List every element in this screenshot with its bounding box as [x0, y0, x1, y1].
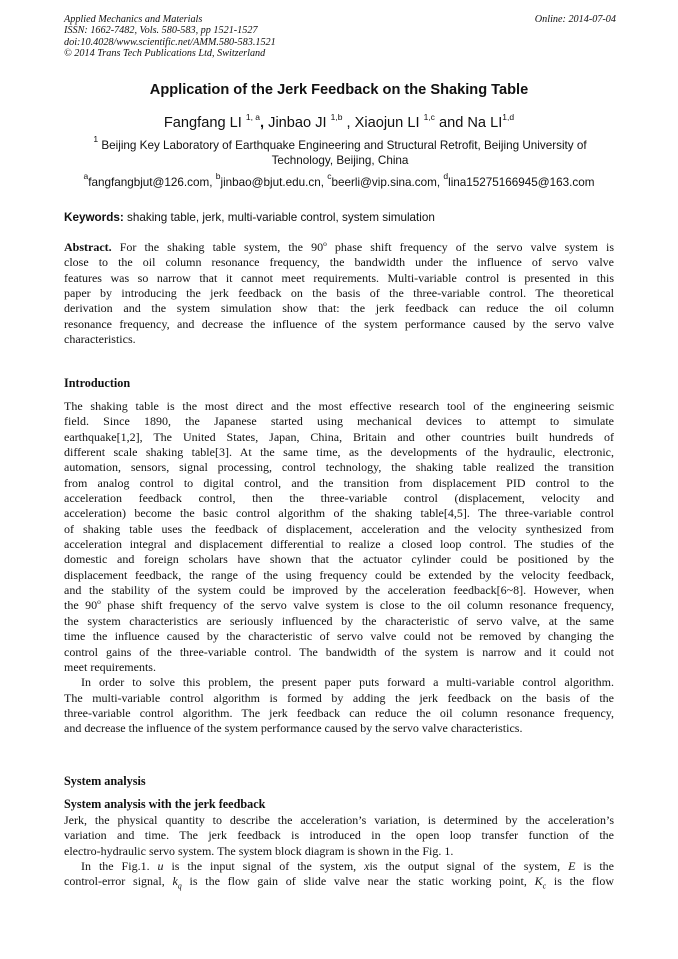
email-marker: d	[443, 171, 449, 181]
abstract-text: For the shaking table system, the 90	[111, 240, 324, 254]
authors	[40, 114, 638, 132]
author-emails	[40, 171, 638, 190]
analysis-text: is the flow gain of slide valve near the static working point,	[181, 874, 535, 889]
abstract-line: close to the oil column resonance frequency, the bandwidth under the influence of servo valve	[64, 255, 614, 270]
abstract-line: resonance frequency, and decrease the influence of the system performance caused by the servo valve	[64, 316, 614, 331]
affiliation	[64, 134, 616, 168]
var-k: k	[172, 874, 178, 889]
intro-line: displacement feedback, the range of the using frequency could be extended by the velocity feedback,	[64, 567, 614, 582]
abstract-text: phase shift frequency of the servo valve system is	[326, 240, 614, 254]
intro-line	[64, 598, 614, 613]
keywords-label: Keywords:	[64, 211, 124, 224]
email-c[interactable]: beerli@vip.sina.com,	[331, 176, 444, 189]
analysis-text: is the	[575, 859, 614, 874]
email-marker: a	[83, 171, 89, 181]
intro-line: time the influence caused by the characteristic of servo valve could not be removed by changing the	[64, 629, 614, 644]
var-K-sub: c	[542, 881, 547, 891]
analysis-line: Jerk, the physical quantity to describe the acceleration’s variation, is determined by the acceleration’s	[64, 813, 614, 827]
author-2-affil: 1,b	[330, 112, 343, 122]
doi[interactable]: doi:10.4028/www.scientific.net/AMM.580-583.1521	[64, 36, 276, 48]
abstract-line: paper by introducing the jerk feedback on the basis of the three-variable control. The theoretical	[64, 286, 614, 301]
abstract-label: Abstract.	[64, 240, 112, 254]
author-4-affil: 1,d	[502, 112, 515, 122]
journal-name: Applied Mechanics and Materials	[64, 14, 203, 25]
intro-line: earthquake[1,2], The United States, Japan, China, Britain and other countries built hundreds of	[64, 429, 614, 444]
email-d[interactable]: lina15275166945@163.com	[448, 176, 595, 189]
intro-line: acceleration) become the basic control algorithm of the shaking table[4,5]. The three-variable control	[64, 506, 614, 521]
email-marker: c	[327, 171, 332, 181]
analysis-text: In the Fig.1.	[81, 859, 158, 874]
intro-line: meet requirements.	[64, 659, 156, 674]
affiliation-line-1: Beijing Key Laboratory of Earthquake Engineering and Structural Retrofit, Beijing University of	[98, 139, 587, 152]
var-K: K	[534, 874, 543, 889]
abstract-line: features was so narrow that it cannot meet requirements. Multi-variable control is presented in this	[64, 270, 614, 285]
intro-line: In order to solve this problem, the present paper puts forward a multi-variable control algorithm.	[81, 675, 614, 690]
intro-line: domestic and foreign scholars have shown that the actuator cylinder could be positioned by the	[64, 552, 614, 567]
introduction-heading: Introduction	[64, 376, 131, 390]
intro-line: acceleration integral and displacement differential to realize a closed loop control. The studies of the	[64, 537, 614, 552]
intro-line: and the stability of the system could be improved by the acceleration feedback[6~8]. However, when	[64, 583, 614, 598]
intro-line: The multi-variable control algorithm is formed by adding the jerk feedback on the basis of the	[64, 690, 614, 705]
intro-text: phase shift frequency of the servo valve system is close to the oil column resonance frequency,	[100, 598, 614, 613]
var-E: E	[568, 859, 576, 874]
author-sep: and	[434, 115, 468, 131]
introduction-body	[64, 399, 614, 737]
system-analysis-heading: System analysis	[64, 774, 146, 788]
analysis-text: is the flow	[546, 874, 614, 889]
intro-line: different scale shaking table[3]. At the same time, as the developments of the hydraulic, electronic,	[64, 445, 614, 460]
author-sep: ,	[260, 115, 269, 131]
var-x: x	[364, 859, 370, 874]
intro-line: The shaking table is the most direct and the most effective research tool of the engineering seismic	[64, 399, 614, 413]
intro-line: three-variable control algorithm. The jerk feedback can reduce the oil column resonance frequency,	[64, 705, 614, 720]
var-k-sub: q	[177, 881, 182, 891]
author-sep: ,	[342, 115, 355, 131]
abstract-line: characteristics.	[64, 332, 136, 347]
affiliation-number: 1	[93, 134, 99, 144]
system-analysis-body	[64, 813, 614, 890]
online-date: Online: 2014-07-04	[534, 14, 616, 25]
author-1: Fangfang LI	[163, 115, 246, 131]
intro-line: acceleration feedback control, then the three-variable control (displacement, velocity and	[64, 491, 614, 506]
intro-line: of shaking table uses the feedback of displacement, acceleration and the velocity synthesized from	[64, 521, 614, 536]
email-b[interactable]: jinbao@bjut.edu.cn,	[220, 176, 328, 189]
analysis-line: electro-hydraulic servo system. The system block diagram is shown in the Fig. 1.	[64, 843, 454, 858]
analysis-line	[64, 874, 614, 889]
analysis-text: control-error signal,	[64, 874, 173, 889]
intro-line: and decrease the influence of the system performance caused by the servo valve characteristics.	[64, 721, 523, 736]
copyright: © 2014 Trans Tech Publications Ltd, Switzerland	[64, 48, 266, 60]
var-u: u	[157, 859, 164, 874]
issn: ISSN: 1662-7482, Vols. 580-583, pp 1521-1527	[64, 25, 258, 37]
analysis-line	[64, 859, 614, 874]
analysis-text: is the output signal of the system,	[369, 859, 569, 874]
degree-sup: o	[323, 239, 327, 248]
email-a[interactable]: fangfangbjut@126.com,	[88, 176, 216, 189]
degree-sup: o	[97, 597, 101, 607]
abstract-line: derivation and the system simulation show that: the jerk feedback can reduce the oil column	[64, 301, 614, 316]
email-marker: b	[215, 171, 221, 181]
analysis-line: variation and time. The jerk feedback is introduced in the open loop transfer function of the	[64, 828, 614, 843]
author-4: Na LI	[467, 115, 503, 131]
intro-line: from analog control to digital control, and the transition from displacement PID control to the	[64, 475, 614, 490]
author-3: Xiaojun LI	[354, 115, 424, 131]
keywords-text: shaking table, jerk, multi-variable control, system simulation	[123, 211, 435, 224]
analysis-text: is the input signal of the system,	[163, 859, 365, 874]
intro-line: field. Since 1890, the Japanese started using mechanical devices to attempt to simulate	[64, 414, 614, 429]
keywords	[64, 211, 616, 225]
abstract	[64, 240, 614, 347]
intro-line: the system characteristics are seriously influenced by the characteristic of servo valve, at the same	[64, 613, 614, 628]
intro-line: automation, sensors, signal processing, control technology, the shaking table realized the transition	[64, 460, 614, 475]
intro-text: the 90	[64, 598, 98, 613]
paper-title: Application of the Jerk Feedback on the Shaking Table	[149, 82, 529, 98]
author-1-affil: 1, a	[245, 112, 261, 122]
abstract-line	[64, 240, 614, 255]
author-2: Jinbao JI	[268, 115, 331, 131]
system-analysis-subheading: System analysis with the jerk feedback	[64, 797, 266, 811]
journal-header	[64, 14, 616, 60]
affiliation-line-2: Technology, Beijing, China	[271, 153, 409, 167]
author-3-affil: 1,c	[423, 112, 435, 122]
intro-line: control gains of the three-variable control. The bandwidth of the system is narrow and it could not	[64, 644, 614, 659]
